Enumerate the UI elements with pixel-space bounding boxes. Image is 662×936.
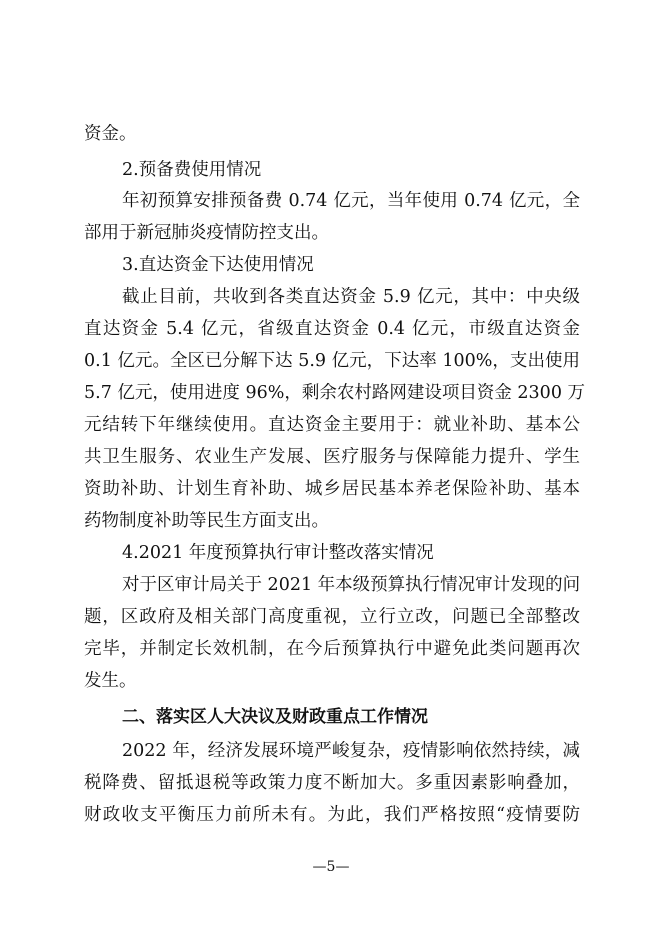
paragraph-line: 5.7 亿元，使用进度 96%，剩余农村路网建设项目资金 2300 万 xyxy=(84,383,586,403)
text-line-continuation: 资金。 xyxy=(84,124,137,144)
paragraph-line: 对于区审计局关于 2021 年本级预算执行情况审计发现的问 xyxy=(122,575,581,595)
paragraph-line: 截止目前，共收到各类直达资金 5.9 亿元，其中：中央级 xyxy=(122,287,580,307)
paragraph-line: 共卫生服务、农业生产发展、医疗服务与保障能力提升、学生 xyxy=(84,447,580,467)
paragraph-line: 2022 年，经济发展环境严峻复杂，疫情影响依然持续，减 xyxy=(122,741,580,761)
subheading-direct-funds: 3.直达资金下达使用情况 xyxy=(122,255,314,275)
paragraph-line: 元结转下年继续使用。直达资金主要用于：就业补助、基本公 xyxy=(84,415,580,435)
paragraph-line: 发生。 xyxy=(84,671,137,691)
paragraph-line: 年初预算安排预备费 0.74 亿元，当年使用 0.74 亿元，全 xyxy=(122,191,580,211)
page-number: —5— xyxy=(312,859,350,875)
paragraph-line: 部用于新冠肺炎疫情防控支出。 xyxy=(84,223,329,243)
subheading-reserve-fund: 2.预备费使用情况 xyxy=(122,160,262,180)
paragraph-line: 0.1 亿元。全区已分解下达 5.9 亿元，下达率 100%，支出使用 xyxy=(84,351,580,371)
paragraph-line: 药物制度补助等民生方面支出。 xyxy=(84,511,329,531)
paragraph-line: 题，区政府及相关部门高度重视，立行立改，问题已全部整改 xyxy=(84,607,580,627)
paragraph-line: 直达资金 5.4 亿元，省级直达资金 0.4 亿元，市级直达资金 xyxy=(84,319,580,339)
subheading-audit-rectification: 4.2021 年度预算执行审计整改落实情况 xyxy=(122,543,434,563)
paragraph-line: 税降费、留抵退税等政策力度不断加大。多重因素影响叠加， xyxy=(84,773,580,793)
paragraph-line: 财政收支平衡压力前所未有。为此，我们严格按照“疫情要防 xyxy=(84,805,580,825)
paragraph-line: 完毕，并制定长效机制，在今后预算执行中避免此类问题再次 xyxy=(84,639,580,659)
section-heading: 二、落实区人大决议及财政重点工作情况 xyxy=(122,707,428,727)
paragraph-line: 资助补助、计划生育补助、城乡居民基本养老保险补助、基本 xyxy=(84,479,580,499)
